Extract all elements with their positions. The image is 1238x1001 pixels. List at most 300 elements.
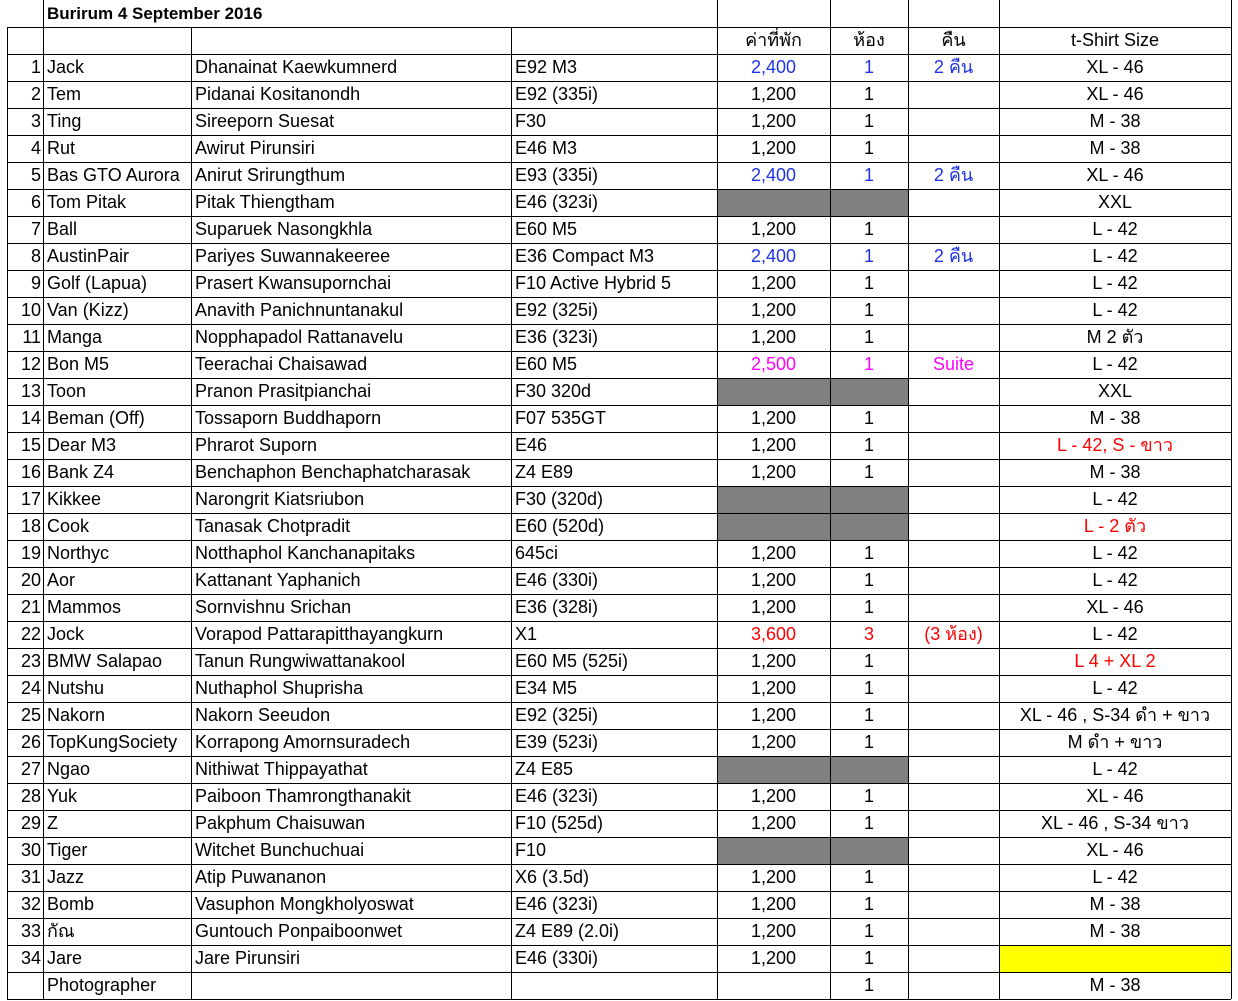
cell-rate[interactable]: 1,200	[750, 786, 797, 806]
cell-name[interactable]: Narongrit Kiatsriubon	[195, 489, 365, 509]
cell-nights[interactable]	[908, 837, 999, 864]
cell-idx[interactable]: 18	[20, 516, 41, 536]
cell-car[interactable]: E60 M5	[515, 354, 578, 374]
cell-nights[interactable]	[908, 486, 999, 513]
cell-rooms[interactable]: 1	[863, 462, 874, 482]
cell-name[interactable]	[191, 972, 511, 999]
cell-idx[interactable]: 14	[20, 408, 41, 428]
cell-nights[interactable]	[908, 810, 999, 837]
cell-rooms[interactable]: 1	[863, 84, 874, 104]
cell-rooms[interactable]: 1	[863, 732, 874, 752]
cell-idx[interactable]: 22	[20, 624, 41, 644]
cell-nick[interactable]: Beman (Off)	[47, 408, 145, 428]
cell-rate[interactable]	[717, 756, 830, 783]
cell-rooms[interactable]: 1	[863, 894, 874, 914]
cell-shirt[interactable]: M - 38	[1089, 975, 1141, 995]
cell-name[interactable]: Anirut Srirungthum	[195, 165, 346, 185]
cell-name[interactable]: Pariyes Suwannakeeree	[195, 246, 391, 266]
cell-nick[interactable]: Tem	[47, 84, 82, 104]
cell-rate[interactable]: 1,200	[750, 597, 797, 617]
cell-rate[interactable]: 1,200	[750, 462, 797, 482]
cell-nick[interactable]: Manga	[47, 327, 103, 347]
cell-rooms[interactable]: 1	[863, 597, 874, 617]
cell-idx[interactable]: 2	[30, 84, 41, 104]
cell-car[interactable]: E92 (335i)	[515, 84, 599, 104]
cell-rate[interactable]: 1,200	[750, 84, 797, 104]
cell-car[interactable]: X1	[515, 624, 538, 644]
cell-idx[interactable]: 10	[20, 300, 41, 320]
cell-idx[interactable]: 15	[20, 435, 41, 455]
cell-nights[interactable]: 2 คืน	[933, 165, 974, 185]
cell-name[interactable]: Benchaphon Benchaphatcharasak	[195, 462, 471, 482]
cell-rooms[interactable]	[830, 513, 908, 540]
cell-nights[interactable]: 2 คืน	[933, 246, 974, 266]
cell-rate[interactable]: 1,200	[750, 948, 797, 968]
cell-rooms[interactable]: 1	[863, 435, 874, 455]
cell-idx[interactable]: 12	[20, 354, 41, 374]
cell-nick[interactable]: Bas GTO Aurora	[47, 165, 180, 185]
cell-name[interactable]: Pitak Thiengtham	[195, 192, 335, 212]
cell-nights[interactable]	[908, 972, 999, 999]
cell-nights[interactable]	[908, 864, 999, 891]
cell-idx[interactable]	[7, 972, 43, 999]
sheet-title[interactable]: Burirum 4 September 2016	[47, 4, 263, 23]
cell-name[interactable]: Pakphum Chaisuwan	[195, 813, 366, 833]
cell-shirt[interactable]: L 4 + XL 2	[1074, 651, 1156, 671]
cell-rooms[interactable]: 1	[863, 867, 874, 887]
cell-rooms[interactable]: 1	[863, 111, 874, 131]
cell-nick[interactable]: Ting	[47, 111, 82, 131]
cell-car[interactable]: E60 M5	[515, 219, 578, 239]
cell-car[interactable]: E36 (323i)	[515, 327, 599, 347]
cell-idx[interactable]: 13	[20, 381, 41, 401]
cell-name[interactable]: Anavith Panichnuntanakul	[195, 300, 404, 320]
header-rooms[interactable]: ห้อง	[853, 30, 885, 50]
cell-nick[interactable]: Jare	[47, 948, 83, 968]
header-nights[interactable]: คืน	[941, 30, 966, 50]
cell-idx[interactable]: 17	[20, 489, 41, 509]
cell-car[interactable]: F10 (525d)	[515, 813, 604, 833]
cell-idx[interactable]: 32	[20, 894, 41, 914]
cell-shirt[interactable]: XL - 46	[1086, 840, 1144, 860]
cell-car[interactable]: X6 (3.5d)	[515, 867, 590, 887]
grid-hline	[7, 189, 1231, 190]
cell-car[interactable]: Z4 E89 (2.0i)	[515, 921, 620, 941]
cell-car[interactable]	[511, 972, 717, 999]
cell-car[interactable]: E46 (323i)	[515, 786, 599, 806]
cell-nights[interactable]	[908, 648, 999, 675]
cell-name[interactable]: Witchet Bunchuchuai	[195, 840, 365, 860]
cell-idx[interactable]: 8	[30, 246, 41, 266]
cell-nights[interactable]	[908, 918, 999, 945]
cell-nights[interactable]: 2 คืน	[933, 57, 974, 77]
cell-name[interactable]: Paiboon Thamrongthanakit	[195, 786, 411, 806]
cell-shirt[interactable]: M - 38	[1089, 462, 1141, 482]
cell-nights[interactable]	[908, 405, 999, 432]
cell-rooms[interactable]	[830, 756, 908, 783]
cell-shirt[interactable]: L - 42	[1092, 759, 1138, 779]
cell-nick[interactable]: BMW Salapao	[47, 651, 163, 671]
cell-nick[interactable]: Tiger	[47, 840, 88, 860]
cell-name[interactable]: Guntouch Ponpaiboonwet	[195, 921, 403, 941]
cell-idx[interactable]: 1	[30, 57, 41, 77]
cell-rate[interactable]: 1,200	[750, 705, 797, 725]
cell-nights[interactable]	[908, 702, 999, 729]
cell-rooms[interactable]: 1	[863, 543, 874, 563]
cell-rate[interactable]: 2,400	[750, 246, 797, 266]
cell-rate[interactable]: 1,200	[750, 732, 797, 752]
cell-shirt[interactable]: XL - 46	[1086, 84, 1144, 104]
cell-nights[interactable]	[908, 297, 999, 324]
cell-nick[interactable]: Nakorn	[47, 705, 106, 725]
cell-rooms[interactable]: 1	[863, 327, 874, 347]
cell-idx[interactable]: 6	[30, 192, 41, 212]
cell-rooms[interactable]: 1	[863, 705, 874, 725]
cell-nick[interactable]: Tom Pitak	[47, 192, 127, 212]
cell-car[interactable]: E46 (330i)	[515, 570, 599, 590]
cell-rate[interactable]	[717, 378, 830, 405]
table-row	[0, 945, 1238, 972]
cell-name[interactable]: Phrarot Suporn	[195, 435, 318, 455]
header-shirt[interactable]: t-Shirt Size	[1070, 30, 1160, 50]
cell-nights[interactable]	[908, 81, 999, 108]
cell-shirt[interactable]: L - 42	[1092, 354, 1138, 374]
cell-idx[interactable]: 31	[20, 867, 41, 887]
cell-nights[interactable]	[908, 945, 999, 972]
cell-idx[interactable]: 9	[30, 273, 41, 293]
cell-shirt[interactable]: L - 42	[1092, 570, 1138, 590]
cell-rooms[interactable]: 3	[863, 624, 874, 644]
cell-rate[interactable]: 1,200	[750, 435, 797, 455]
cell-car[interactable]: Z4 E85	[515, 759, 574, 779]
cell-rooms[interactable]: 1	[863, 570, 874, 590]
cell-nights[interactable]	[908, 189, 999, 216]
grid-hline	[7, 108, 1231, 109]
cell-car[interactable]: F10 Active Hybrid 5	[515, 273, 672, 293]
cell-shirt[interactable]: L - 2 ตัว	[1083, 516, 1147, 536]
cell-nights[interactable]	[908, 135, 999, 162]
cell-car[interactable]: E46 (323i)	[515, 192, 599, 212]
cell-shirt[interactable]: M - 38	[1089, 138, 1141, 158]
cell-nights[interactable]	[908, 594, 999, 621]
cell-shirt[interactable]	[999, 945, 1231, 972]
cell-car[interactable]: E36 (328i)	[515, 597, 599, 617]
cell-idx[interactable]: 33	[20, 921, 41, 941]
cell-shirt[interactable]: M - 38	[1089, 894, 1141, 914]
cell-rate[interactable]: 3,600	[750, 624, 797, 644]
cell-idx[interactable]: 4	[30, 138, 41, 158]
cell-shirt[interactable]: XL - 46	[1086, 786, 1144, 806]
cell-idx[interactable]: 29	[20, 813, 41, 833]
cell-rate[interactable]: 2,500	[750, 354, 797, 374]
cell-rate[interactable]	[717, 486, 830, 513]
cell-shirt[interactable]: L - 42	[1092, 543, 1138, 563]
cell-rooms[interactable]	[830, 378, 908, 405]
cell-nights[interactable]	[908, 756, 999, 783]
cell-name[interactable]: Suparuek Nasongkhla	[195, 219, 373, 239]
cell-idx[interactable]: 30	[20, 840, 41, 860]
table-row	[0, 405, 1238, 432]
cell-nick[interactable]: Cook	[47, 516, 90, 536]
cell-name[interactable]: Teerachai Chaisawad	[195, 354, 368, 374]
cell-shirt[interactable]: XXL	[1097, 192, 1133, 212]
cell-name[interactable]: Tanasak Chotpradit	[195, 516, 351, 536]
cell-name[interactable]: Nithiwat Thippayathat	[195, 759, 368, 779]
cell-nick[interactable]: AustinPair	[47, 246, 130, 266]
cell-idx[interactable]: 7	[30, 219, 41, 239]
cell-car[interactable]: E46 M3	[515, 138, 578, 158]
cell-rooms[interactable]: 1	[863, 138, 874, 158]
cell-name[interactable]: Vasuphon Mongkholyoswat	[195, 894, 414, 914]
cell-shirt[interactable]: L - 42	[1092, 867, 1138, 887]
cell-rate[interactable]: 1,200	[750, 678, 797, 698]
cell-rooms[interactable]	[830, 486, 908, 513]
cell-shirt[interactable]: M ดำ + ขาว	[1067, 732, 1163, 752]
table-row	[0, 540, 1238, 567]
cell-car[interactable]: E92 (325i)	[515, 300, 599, 320]
cell-car[interactable]: E92 M3	[515, 57, 578, 77]
cell-rate[interactable]: 1,200	[750, 219, 797, 239]
cell-shirt[interactable]: M 2 ตัว	[1086, 327, 1144, 347]
cell-nights[interactable]	[908, 567, 999, 594]
table-row	[0, 702, 1238, 729]
cell-rooms[interactable]: 1	[863, 786, 874, 806]
cell-rate[interactable]: 1,200	[750, 408, 797, 428]
cell-rooms[interactable]: 1	[863, 354, 874, 374]
cell-name[interactable]: Nakorn Seeudon	[195, 705, 331, 725]
cell-nick[interactable]: Toon	[47, 381, 87, 401]
cell-nick[interactable]: TopKungSociety	[47, 732, 178, 752]
cell-car[interactable]: E92 (325i)	[515, 705, 599, 725]
cell-rooms[interactable]: 1	[863, 273, 874, 293]
cell-name[interactable]: Tossaporn Buddhaporn	[195, 408, 382, 428]
cell-idx[interactable]: 23	[20, 651, 41, 671]
cell-nick[interactable]: Nutshu	[47, 678, 105, 698]
cell-nights[interactable]	[908, 432, 999, 459]
cell-nights[interactable]	[908, 378, 999, 405]
cell-car[interactable]: E60 (520d)	[515, 516, 605, 536]
cell-rate[interactable]: 2,400	[750, 165, 797, 185]
cell-nick[interactable]: Ngao	[47, 759, 91, 779]
cell-nights[interactable]	[908, 675, 999, 702]
cell-shirt[interactable]: XL - 46	[1086, 597, 1144, 617]
cell-car[interactable]: E34 M5	[515, 678, 578, 698]
cell-nights[interactable]: Suite	[932, 354, 975, 374]
grid-hline	[7, 783, 1231, 784]
cell-car[interactable]: E46 (323i)	[515, 894, 599, 914]
cell-shirt[interactable]: M - 38	[1089, 111, 1141, 131]
cell-name[interactable]: Prasert Kwansupornchai	[195, 273, 392, 293]
cell-rooms[interactable]	[830, 189, 908, 216]
cell-rate[interactable]: 2,400	[750, 57, 797, 77]
cell-car[interactable]: E60 M5 (525i)	[515, 651, 629, 671]
cell-name[interactable]: Sornvishnu Srichan	[195, 597, 352, 617]
cell-nick[interactable]: Van (Kizz)	[47, 300, 129, 320]
cell-rate[interactable]: 1,200	[750, 111, 797, 131]
cell-shirt[interactable]: XL - 46	[1086, 165, 1144, 185]
cell-name[interactable]: Atip Puwananon	[195, 867, 327, 887]
table-row	[0, 378, 1238, 405]
cell-name[interactable]: Nopphapadol Rattanavelu	[195, 327, 404, 347]
cell-idx[interactable]: 5	[30, 165, 41, 185]
grid-hline	[7, 324, 1231, 325]
cell-nick[interactable]: Jazz	[47, 867, 85, 887]
cell-shirt[interactable]: L - 42	[1092, 273, 1138, 293]
cell-name[interactable]: Awirut Pirunsiri	[195, 138, 315, 158]
cell-rate[interactable]	[717, 189, 830, 216]
cell-shirt[interactable]: XL - 46 , S-34 ขาว	[1041, 813, 1189, 833]
cell-nick[interactable]: Bomb	[47, 894, 95, 914]
cell-car[interactable]: 645ci	[515, 543, 559, 563]
cell-nick[interactable]: Bank Z4	[47, 462, 115, 482]
cell-name[interactable]: Kattanant Yaphanich	[195, 570, 361, 590]
cell-car[interactable]: E46 (330i)	[515, 948, 599, 968]
cell-rate[interactable]	[717, 972, 830, 999]
cell-rate[interactable]: 1,200	[750, 300, 797, 320]
cell-rate[interactable]: 1,200	[750, 921, 797, 941]
cell-nights[interactable]	[908, 783, 999, 810]
cell-rate[interactable]: 1,200	[750, 327, 797, 347]
cell-idx[interactable]: 26	[20, 732, 41, 752]
cell-car[interactable]: F30	[515, 111, 547, 131]
cell-nick[interactable]: Bon M5	[47, 354, 110, 374]
cell-idx[interactable]: 20	[20, 570, 41, 590]
cell-idx[interactable]: 11	[22, 327, 41, 347]
cell-car[interactable]: E93 (335i)	[515, 165, 599, 185]
cell-nights[interactable]	[908, 729, 999, 756]
cell-shirt[interactable]: XXL	[1097, 381, 1133, 401]
cell-nick[interactable]: กัณ	[47, 921, 75, 941]
cell-rooms[interactable]: 1	[863, 678, 874, 698]
cell-nights[interactable]: (3 ห้อง)	[924, 624, 983, 644]
cell-rate[interactable]: 1,200	[750, 570, 797, 590]
cell-shirt[interactable]: XL - 46	[1086, 57, 1144, 77]
cell-rate[interactable]: 1,200	[750, 273, 797, 293]
cell-idx[interactable]: 21	[20, 597, 41, 617]
cell-car[interactable]: Z4 E89	[515, 462, 574, 482]
cell-nights[interactable]	[908, 540, 999, 567]
cell-rate[interactable]: 1,200	[750, 543, 797, 563]
table-row	[0, 324, 1238, 351]
cell-nick[interactable]: Yuk	[47, 786, 78, 806]
cell-car[interactable]: F30 320d	[515, 381, 592, 401]
cell-nights[interactable]	[908, 513, 999, 540]
cell-idx[interactable]: 25	[20, 705, 41, 725]
cell-nick[interactable]: Kikkee	[47, 489, 102, 509]
cell-idx[interactable]: 27	[20, 759, 41, 779]
cell-shirt[interactable]: L - 42	[1092, 246, 1138, 266]
cell-rooms[interactable]: 1	[863, 57, 874, 77]
cell-rooms[interactable]: 1	[863, 408, 874, 428]
cell-rooms[interactable]: 1	[863, 300, 874, 320]
cell-name[interactable]: Nuthaphol Shuprisha	[195, 678, 364, 698]
cell-nick[interactable]: Jack	[47, 57, 85, 77]
cell-idx[interactable]: 19	[20, 543, 41, 563]
grid-hline	[7, 135, 1231, 136]
cell-nick[interactable]: Mammos	[47, 597, 122, 617]
cell-nights[interactable]	[908, 108, 999, 135]
header-row	[0, 27, 1238, 54]
cell-shirt[interactable]: L - 42	[1092, 489, 1138, 509]
cell-nick[interactable]: Northyc	[47, 543, 110, 563]
cell-idx[interactable]: 28	[20, 786, 41, 806]
cell-nick[interactable]: Z	[47, 813, 58, 833]
cell-rate[interactable]: 1,200	[750, 651, 797, 671]
cell-shirt[interactable]: L - 42	[1092, 300, 1138, 320]
cell-car[interactable]: F07 535GT	[515, 408, 607, 428]
cell-idx[interactable]: 3	[30, 111, 41, 131]
cell-rooms[interactable]: 1	[863, 975, 874, 995]
cell-rooms[interactable]: 1	[863, 921, 874, 941]
cell-rooms[interactable]: 1	[863, 219, 874, 239]
table-row	[0, 270, 1238, 297]
cell-car[interactable]: E46	[515, 435, 548, 455]
cell-name[interactable]: Vorapod Pattarapitthayangkurn	[195, 624, 444, 644]
cell-name[interactable]: Dhanainat Kaewkumnerd	[195, 57, 398, 77]
cell-shirt[interactable]: L - 42	[1092, 219, 1138, 239]
cell-rate[interactable]: 1,200	[750, 813, 797, 833]
cell-nick[interactable]: Photographer	[47, 975, 157, 995]
cell-shirt[interactable]: L - 42, S - ขาว	[1057, 435, 1173, 455]
cell-shirt[interactable]: L - 42	[1092, 678, 1138, 698]
cell-nick[interactable]: Aor	[47, 570, 76, 590]
cell-nights[interactable]	[908, 324, 999, 351]
cell-rate[interactable]: 1,200	[750, 138, 797, 158]
cell-name[interactable]: Jare Pirunsiri	[195, 948, 301, 968]
cell-rooms[interactable]	[830, 837, 908, 864]
cell-rate[interactable]: 1,200	[750, 867, 797, 887]
grid-hline	[7, 729, 1231, 730]
cell-rooms[interactable]: 1	[863, 246, 874, 266]
cell-rooms[interactable]: 1	[863, 165, 874, 185]
cell-shirt[interactable]: M - 38	[1089, 408, 1141, 428]
cell-name[interactable]: Korrapong Amornsuradech	[195, 732, 411, 752]
cell-car[interactable]: E36 Compact M3	[515, 246, 655, 266]
cell-name[interactable]: Sireeporn Suesat	[195, 111, 335, 131]
cell-nick[interactable]: Ball	[47, 219, 78, 239]
cell-rate[interactable]: 1,200	[750, 894, 797, 914]
cell-rooms[interactable]: 1	[863, 813, 874, 833]
cell-nights[interactable]	[908, 216, 999, 243]
table-row	[0, 864, 1238, 891]
cell-nick[interactable]: Jock	[47, 624, 85, 644]
cell-name[interactable]: Notthaphol Kanchanapitaks	[195, 543, 416, 563]
cell-name[interactable]: Pidanai Kositanondh	[195, 84, 361, 104]
cell-name[interactable]: Tanun Rungwiwattanakool	[195, 651, 406, 671]
cell-nick[interactable]: Rut	[47, 138, 76, 158]
cell-rooms[interactable]: 1	[863, 948, 874, 968]
cell-idx[interactable]: 16	[20, 462, 41, 482]
cell-rooms[interactable]: 1	[863, 651, 874, 671]
cell-nights[interactable]	[908, 459, 999, 486]
cell-shirt[interactable]: M - 38	[1089, 921, 1141, 941]
cell-car[interactable]: E39 (523i)	[515, 732, 599, 752]
cell-name[interactable]: Pranon Prasitpianchai	[195, 381, 372, 401]
cell-nights[interactable]	[908, 270, 999, 297]
cell-nick[interactable]: Dear M3	[47, 435, 117, 455]
cell-car[interactable]: F10	[515, 840, 547, 860]
cell-rate[interactable]	[717, 513, 830, 540]
cell-idx[interactable]: 24	[20, 678, 41, 698]
cell-shirt[interactable]: L - 42	[1092, 624, 1138, 644]
cell-rate[interactable]	[717, 837, 830, 864]
header-rate[interactable]: ค่าที่พัก	[745, 30, 802, 50]
cell-shirt[interactable]: XL - 46 , S-34 ดำ + ขาว	[1019, 705, 1211, 725]
cell-car[interactable]: F30 (320d)	[515, 489, 604, 509]
cell-nick[interactable]: Golf (Lapua)	[47, 273, 148, 293]
cell-idx[interactable]: 34	[20, 948, 41, 968]
cell-nights[interactable]	[908, 891, 999, 918]
